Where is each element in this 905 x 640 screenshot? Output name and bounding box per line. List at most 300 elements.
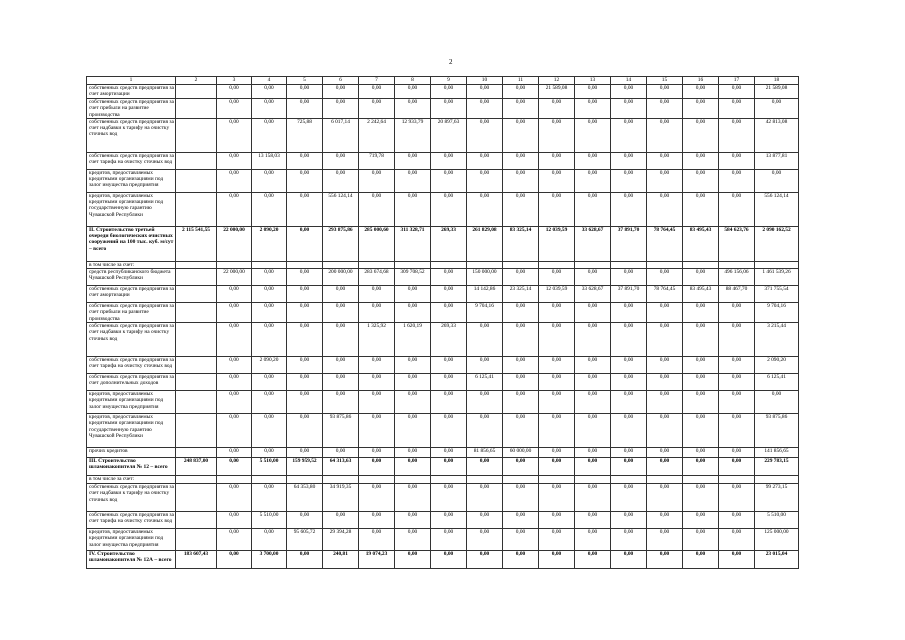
value-cell: 0,00 bbox=[467, 414, 503, 448]
row-label: собственных средств предприятия за счет прибыли на развитие производства bbox=[87, 303, 176, 323]
column-number-cell: 2 bbox=[176, 77, 217, 85]
value-cell: 0,00 bbox=[539, 192, 575, 226]
value-cell: 0,00 bbox=[217, 551, 252, 569]
value-cell: 6 017,14 bbox=[323, 118, 359, 152]
value-cell: 0,00 bbox=[359, 484, 395, 512]
value-cell bbox=[176, 512, 217, 529]
value-cell: 0,00 bbox=[395, 286, 431, 303]
value-cell: 0,00 bbox=[719, 99, 755, 119]
value-cell: 6 125,41 bbox=[755, 374, 799, 391]
value-cell: 20 897,63 bbox=[431, 118, 467, 152]
value-cell: 0,00 bbox=[503, 414, 539, 448]
value-cell: 0,00 bbox=[217, 529, 252, 551]
value-cell: 0,00 bbox=[611, 458, 647, 476]
value-cell bbox=[467, 476, 503, 484]
value-cell bbox=[575, 476, 611, 484]
value-cell: 0,00 bbox=[719, 414, 755, 448]
value-cell: 0,00 bbox=[683, 192, 719, 226]
table-row bbox=[87, 99, 799, 119]
section-total-row bbox=[87, 226, 799, 261]
value-cell: 0,00 bbox=[503, 484, 539, 512]
value-cell: 0,00 bbox=[359, 192, 395, 226]
value-cell: 719,78 bbox=[359, 152, 395, 169]
value-cell bbox=[176, 484, 217, 512]
value-cell: 0,00 bbox=[539, 458, 575, 476]
value-cell: 0,00 bbox=[252, 374, 287, 391]
value-cell: 293 875,86 bbox=[323, 226, 359, 261]
value-cell: 0,00 bbox=[287, 226, 323, 261]
value-cell: 0,00 bbox=[647, 303, 683, 323]
value-cell bbox=[611, 261, 647, 268]
value-cell: 0,00 bbox=[431, 152, 467, 169]
value-cell: 0,00 bbox=[503, 192, 539, 226]
investment-table bbox=[86, 76, 799, 569]
value-cell: 0,00 bbox=[252, 85, 287, 99]
table-row bbox=[87, 374, 799, 391]
section-total-row bbox=[87, 458, 799, 476]
value-cell: 0,00 bbox=[503, 85, 539, 99]
value-cell: 0,00 bbox=[467, 484, 503, 512]
value-cell: 0,00 bbox=[287, 286, 323, 303]
value-cell: 0,00 bbox=[503, 152, 539, 169]
value-cell: 0,00 bbox=[217, 118, 252, 152]
value-cell: 0,00 bbox=[683, 458, 719, 476]
value-cell: 0,00 bbox=[719, 529, 755, 551]
value-cell: 0,00 bbox=[575, 551, 611, 569]
value-cell: 37 891,70 bbox=[611, 226, 647, 261]
value-cell: 0,00 bbox=[503, 323, 539, 357]
value-cell: 0,00 bbox=[287, 169, 323, 192]
value-cell: 0,00 bbox=[467, 192, 503, 226]
value-cell: 285 000,60 bbox=[359, 226, 395, 261]
value-cell: 0,00 bbox=[431, 286, 467, 303]
value-cell: 0,00 bbox=[395, 391, 431, 414]
column-number-cell: 17 bbox=[719, 77, 755, 85]
table-row bbox=[87, 512, 799, 529]
value-cell: 0,00 bbox=[611, 448, 647, 458]
value-cell: 0,00 bbox=[395, 484, 431, 512]
value-cell: 0,00 bbox=[467, 357, 503, 374]
value-cell: 0,00 bbox=[719, 484, 755, 512]
value-cell: 0,00 bbox=[503, 391, 539, 414]
value-cell: 99 273,15 bbox=[755, 484, 799, 512]
value-cell: 0,00 bbox=[539, 269, 575, 286]
value-cell bbox=[176, 448, 217, 458]
value-cell bbox=[176, 357, 217, 374]
value-cell: 0,00 bbox=[252, 192, 287, 226]
value-cell: 0,00 bbox=[287, 269, 323, 286]
value-cell: 0,00 bbox=[719, 374, 755, 391]
value-cell: 0,00 bbox=[252, 414, 287, 448]
value-cell: 0,00 bbox=[467, 99, 503, 119]
value-cell: 0,00 bbox=[611, 391, 647, 414]
value-cell: 125 000,00 bbox=[755, 529, 799, 551]
value-cell: 311 328,71 bbox=[395, 226, 431, 261]
value-cell: 0,00 bbox=[755, 169, 799, 192]
value-cell: 0,00 bbox=[575, 529, 611, 551]
table-row bbox=[87, 391, 799, 414]
value-cell: 0,00 bbox=[683, 551, 719, 569]
row-label: кредитов, предоставляемых кредитными организациями под залог имущества предприятия bbox=[87, 391, 176, 414]
value-cell: 0,00 bbox=[217, 99, 252, 119]
value-cell: 0,00 bbox=[647, 458, 683, 476]
value-cell: 33 628,67 bbox=[575, 286, 611, 303]
column-number-cell: 11 bbox=[503, 77, 539, 85]
value-cell bbox=[217, 261, 252, 268]
value-cell: 0,00 bbox=[575, 303, 611, 323]
value-cell: 0,00 bbox=[539, 169, 575, 192]
value-cell bbox=[287, 476, 323, 484]
value-cell bbox=[176, 529, 217, 551]
value-cell: 12 039,59 bbox=[539, 226, 575, 261]
value-cell: 0,00 bbox=[647, 152, 683, 169]
column-number-cell: 14 bbox=[611, 77, 647, 85]
value-cell: 0,00 bbox=[539, 448, 575, 458]
value-cell: 200 000,00 bbox=[323, 269, 359, 286]
value-cell: 0,00 bbox=[611, 374, 647, 391]
value-cell: 0,00 bbox=[323, 152, 359, 169]
value-cell: 0,00 bbox=[719, 448, 755, 458]
value-cell: 0,00 bbox=[217, 357, 252, 374]
value-cell: 0,00 bbox=[252, 269, 287, 286]
value-cell: 0,00 bbox=[287, 323, 323, 357]
value-cell: 240,81 bbox=[323, 551, 359, 569]
column-number-cell: 12 bbox=[539, 77, 575, 85]
value-cell: 0,00 bbox=[719, 391, 755, 414]
row-label: собственных средств предприятия за счет надбавки к тарифу на очистку сточных вод bbox=[87, 323, 176, 357]
value-cell: 23 015,04 bbox=[755, 551, 799, 569]
value-cell: 0,00 bbox=[467, 529, 503, 551]
column-number-cell: 8 bbox=[395, 77, 431, 85]
value-cell: 0,00 bbox=[575, 118, 611, 152]
value-cell: 0,00 bbox=[575, 152, 611, 169]
value-cell: 6 125,41 bbox=[467, 374, 503, 391]
value-cell: 0,00 bbox=[252, 529, 287, 551]
value-cell: 12 039,59 bbox=[539, 286, 575, 303]
value-cell: 269,33 bbox=[431, 323, 467, 357]
value-cell: 0,00 bbox=[611, 152, 647, 169]
value-cell: 3 215,44 bbox=[755, 323, 799, 357]
value-cell: 42 813,08 bbox=[755, 118, 799, 152]
value-cell: 0,00 bbox=[287, 99, 323, 119]
value-cell: 0,00 bbox=[359, 374, 395, 391]
value-cell: 556 124,14 bbox=[755, 192, 799, 226]
row-label: кредитов, предоставляемых кредитными организациями под государственную гарантию Чувашской Республики bbox=[87, 414, 176, 448]
value-cell: 0,00 bbox=[611, 512, 647, 529]
value-cell: 0,00 bbox=[611, 303, 647, 323]
value-cell: 0,00 bbox=[719, 512, 755, 529]
row-label: в том числе за счет: bbox=[87, 476, 176, 484]
value-cell: 0,00 bbox=[719, 323, 755, 357]
value-cell: 78 764,45 bbox=[647, 286, 683, 303]
value-cell: 0,00 bbox=[503, 118, 539, 152]
value-cell: 0,00 bbox=[431, 512, 467, 529]
value-cell: 60 000,00 bbox=[503, 448, 539, 458]
value-cell: 0,00 bbox=[683, 169, 719, 192]
value-cell: 0,00 bbox=[395, 169, 431, 192]
row-label: собственных средств предприятия за счет амортизации bbox=[87, 85, 176, 99]
value-cell: 261 829,08 bbox=[467, 226, 503, 261]
value-cell: 0,00 bbox=[395, 448, 431, 458]
value-cell: 0,00 bbox=[647, 551, 683, 569]
value-cell: 0,00 bbox=[431, 551, 467, 569]
value-cell: 13 158,03 bbox=[252, 152, 287, 169]
value-cell: 0,00 bbox=[539, 303, 575, 323]
column-number-cell: 3 bbox=[217, 77, 252, 85]
value-cell: 0,00 bbox=[719, 152, 755, 169]
value-cell: 0,00 bbox=[431, 192, 467, 226]
value-cell bbox=[647, 476, 683, 484]
row-label: IV. Строительство шламонакопителя № 12А – всего bbox=[87, 551, 176, 569]
row-label: II. Строительство третьей очереди биологических очистных сооружений на 100 тыс. куб. м/сут – всего bbox=[87, 226, 176, 261]
value-cell: 0,00 bbox=[647, 85, 683, 99]
value-cell: 0,00 bbox=[539, 414, 575, 448]
row-label: средств республиканского бюджета Чувашской Республики bbox=[87, 269, 176, 286]
value-cell bbox=[539, 261, 575, 268]
value-cell: 0,00 bbox=[539, 99, 575, 119]
row-label: III. Строительство шламонакопителя № 12 – всего bbox=[87, 458, 176, 476]
value-cell bbox=[431, 261, 467, 268]
value-cell: 150 000,00 bbox=[467, 269, 503, 286]
value-cell bbox=[575, 261, 611, 268]
value-cell: 141 856,65 bbox=[755, 448, 799, 458]
column-number-cell: 4 bbox=[252, 77, 287, 85]
row-label: собственных средств предприятия за счет тарифа на очистку сточных вод bbox=[87, 152, 176, 169]
value-cell bbox=[217, 476, 252, 484]
value-cell: 0,00 bbox=[359, 458, 395, 476]
value-cell: 0,00 bbox=[359, 448, 395, 458]
value-cell: 0,00 bbox=[611, 323, 647, 357]
value-cell: 0,00 bbox=[252, 99, 287, 119]
value-cell: 0,00 bbox=[323, 85, 359, 99]
value-cell bbox=[755, 261, 799, 268]
value-cell: 0,00 bbox=[539, 357, 575, 374]
value-cell: 2 090,20 bbox=[252, 226, 287, 261]
value-cell bbox=[176, 391, 217, 414]
value-cell: 0,00 bbox=[539, 484, 575, 512]
value-cell bbox=[176, 261, 217, 268]
value-cell: 0,00 bbox=[683, 529, 719, 551]
row-label: в том числе за счет: bbox=[87, 261, 176, 268]
value-cell: 0,00 bbox=[575, 414, 611, 448]
value-cell: 0,00 bbox=[395, 303, 431, 323]
value-cell: 0,00 bbox=[431, 391, 467, 414]
value-cell: 0,00 bbox=[359, 391, 395, 414]
value-cell: 0,00 bbox=[395, 85, 431, 99]
value-cell: 37 891,70 bbox=[611, 286, 647, 303]
value-cell: 0,00 bbox=[395, 512, 431, 529]
value-cell: 0,00 bbox=[683, 303, 719, 323]
value-cell: 0,00 bbox=[575, 169, 611, 192]
value-cell: 0,00 bbox=[431, 99, 467, 119]
value-cell: 0,00 bbox=[647, 323, 683, 357]
value-cell: 2 115 541,55 bbox=[176, 226, 217, 261]
value-cell: 0,00 bbox=[683, 448, 719, 458]
value-cell: 0,00 bbox=[611, 169, 647, 192]
table-row bbox=[87, 118, 799, 152]
value-cell: 584 623,76 bbox=[719, 226, 755, 261]
value-cell bbox=[683, 261, 719, 268]
value-cell: 0,00 bbox=[503, 169, 539, 192]
row-label: собственных средств предприятия за счет надбавки к тарифу на очистку сточных вод bbox=[87, 484, 176, 512]
table-row bbox=[87, 192, 799, 226]
value-cell: 0,00 bbox=[395, 529, 431, 551]
value-cell: 78 764,45 bbox=[647, 226, 683, 261]
value-cell: 0,00 bbox=[359, 414, 395, 448]
value-cell: 0,00 bbox=[539, 551, 575, 569]
row-label: кредитов, предоставляемых кредитными организациями под государственную гарантию Чувашской Республики bbox=[87, 192, 176, 226]
value-cell: 34 919,35 bbox=[323, 484, 359, 512]
value-cell: 0,00 bbox=[611, 357, 647, 374]
row-label: собственных средств предприятия за счет дополнительных доходов bbox=[87, 374, 176, 391]
value-cell: 0,00 bbox=[431, 85, 467, 99]
value-cell: 0,00 bbox=[575, 448, 611, 458]
value-cell: 0,00 bbox=[217, 169, 252, 192]
value-cell: 2 090 162,52 bbox=[755, 226, 799, 261]
value-cell: 0,00 bbox=[611, 551, 647, 569]
value-cell: 23 325,14 bbox=[503, 286, 539, 303]
value-cell: 0,00 bbox=[287, 152, 323, 169]
value-cell: 2 090,20 bbox=[755, 357, 799, 374]
value-cell: 0,00 bbox=[467, 118, 503, 152]
value-cell bbox=[323, 476, 359, 484]
value-cell bbox=[176, 169, 217, 192]
value-cell: 22 000,00 bbox=[217, 269, 252, 286]
value-cell: 0,00 bbox=[395, 99, 431, 119]
value-cell: 0,00 bbox=[647, 374, 683, 391]
value-cell bbox=[176, 476, 217, 484]
value-cell: 0,00 bbox=[539, 529, 575, 551]
value-cell: 2 090,20 bbox=[252, 357, 287, 374]
table-row bbox=[87, 484, 799, 512]
value-cell: 0,00 bbox=[359, 99, 395, 119]
value-cell: 0,00 bbox=[287, 551, 323, 569]
value-cell: 0,00 bbox=[359, 512, 395, 529]
value-cell: 1 325,92 bbox=[359, 323, 395, 357]
column-number-cell: 15 bbox=[647, 77, 683, 85]
value-cell bbox=[647, 261, 683, 268]
row-label: кредитов, предоставляемых кредитными организациями под залог имущества предприятия bbox=[87, 529, 176, 551]
value-cell bbox=[323, 261, 359, 268]
value-cell: 0,00 bbox=[611, 529, 647, 551]
table-row bbox=[87, 323, 799, 357]
value-cell: 88 467,70 bbox=[719, 286, 755, 303]
row-label: собственных средств предприятия за счет тарифа на очистку сточных вод bbox=[87, 357, 176, 374]
column-number-cell: 6 bbox=[323, 77, 359, 85]
value-cell: 0,00 bbox=[323, 323, 359, 357]
value-cell: 0,00 bbox=[359, 85, 395, 99]
value-cell: 5 510,00 bbox=[755, 512, 799, 529]
value-cell bbox=[467, 261, 503, 268]
section-total-row bbox=[87, 551, 799, 569]
column-number-cell: 18 bbox=[755, 77, 799, 85]
value-cell: 0,00 bbox=[323, 303, 359, 323]
value-cell: 0,00 bbox=[287, 374, 323, 391]
table-row bbox=[87, 303, 799, 323]
value-cell: 0,00 bbox=[683, 374, 719, 391]
value-cell bbox=[176, 152, 217, 169]
value-cell: 0,00 bbox=[611, 99, 647, 119]
value-cell: 0,00 bbox=[719, 303, 755, 323]
value-cell: 0,00 bbox=[719, 85, 755, 99]
value-cell: 0,00 bbox=[683, 99, 719, 119]
value-cell: 0,00 bbox=[287, 448, 323, 458]
value-cell: 0,00 bbox=[647, 391, 683, 414]
value-cell: 0,00 bbox=[217, 458, 252, 476]
value-cell: 0,00 bbox=[359, 286, 395, 303]
value-cell: 0,00 bbox=[647, 357, 683, 374]
value-cell bbox=[252, 476, 287, 484]
value-cell bbox=[252, 261, 287, 268]
value-cell: 0,00 bbox=[395, 192, 431, 226]
value-cell: 0,00 bbox=[431, 529, 467, 551]
value-cell: 0,00 bbox=[539, 374, 575, 391]
value-cell: 0,00 bbox=[575, 323, 611, 357]
value-cell bbox=[719, 261, 755, 268]
value-cell: 0,00 bbox=[683, 512, 719, 529]
value-cell: 0,00 bbox=[503, 551, 539, 569]
value-cell: 0,00 bbox=[217, 152, 252, 169]
value-cell: 0,00 bbox=[287, 512, 323, 529]
row-label: собственных средств предприятия за счет тарифа на очистку сточных вод bbox=[87, 512, 176, 529]
value-cell: 0,00 bbox=[252, 118, 287, 152]
value-cell: 0,00 bbox=[647, 484, 683, 512]
table-row bbox=[87, 448, 799, 458]
value-cell: 0,00 bbox=[647, 169, 683, 192]
value-cell: 725,88 bbox=[287, 118, 323, 152]
value-cell: 0,00 bbox=[395, 374, 431, 391]
value-cell: 556 124,14 bbox=[323, 192, 359, 226]
value-cell: 0,00 bbox=[217, 286, 252, 303]
value-cell: 0,00 bbox=[323, 99, 359, 119]
page-number: 2 bbox=[449, 58, 453, 66]
value-cell: 0,00 bbox=[359, 529, 395, 551]
value-cell: 0,00 bbox=[287, 357, 323, 374]
table-row bbox=[87, 286, 799, 303]
value-cell bbox=[176, 323, 217, 357]
value-cell: 0,00 bbox=[575, 374, 611, 391]
column-number-cell: 1 bbox=[87, 77, 176, 85]
value-cell: 0,00 bbox=[539, 391, 575, 414]
value-cell: 0,00 bbox=[359, 357, 395, 374]
value-cell: 0,00 bbox=[323, 391, 359, 414]
value-cell: 5 510,00 bbox=[252, 458, 287, 476]
value-cell bbox=[683, 476, 719, 484]
value-cell: 0,00 bbox=[611, 269, 647, 286]
value-cell bbox=[611, 476, 647, 484]
value-cell: 14 142,86 bbox=[467, 286, 503, 303]
value-cell: 0,00 bbox=[252, 484, 287, 512]
table-row bbox=[87, 476, 799, 484]
value-cell bbox=[176, 286, 217, 303]
value-cell: 0,00 bbox=[611, 484, 647, 512]
value-cell: 0,00 bbox=[575, 192, 611, 226]
row-label: кредитов, предоставляемых кредитными организациями под залог имущества предприятия bbox=[87, 169, 176, 192]
value-cell: 0,00 bbox=[359, 303, 395, 323]
value-cell bbox=[176, 118, 217, 152]
value-cell: 83 495,43 bbox=[683, 286, 719, 303]
value-cell: 0,00 bbox=[431, 448, 467, 458]
value-cell: 0,00 bbox=[287, 391, 323, 414]
value-cell: 0,00 bbox=[431, 169, 467, 192]
value-cell: 0,00 bbox=[395, 458, 431, 476]
value-cell: 3 700,00 bbox=[252, 551, 287, 569]
value-cell: 0,00 bbox=[503, 374, 539, 391]
value-cell: 0,00 bbox=[755, 99, 799, 119]
value-cell bbox=[395, 261, 431, 268]
value-cell: 0,00 bbox=[683, 357, 719, 374]
value-cell: 0,00 bbox=[395, 551, 431, 569]
